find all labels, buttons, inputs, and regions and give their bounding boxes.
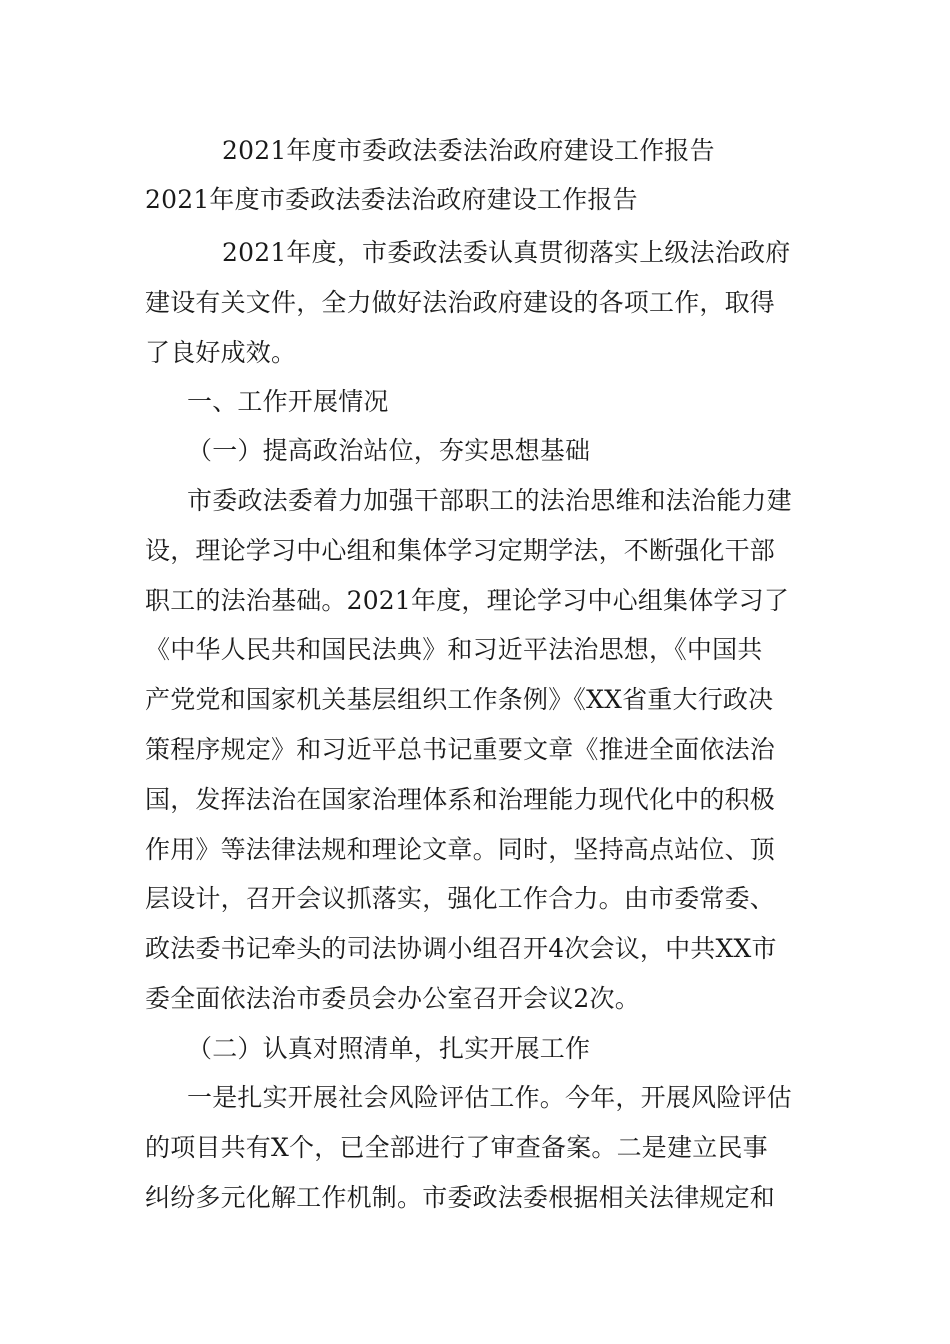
paragraph-line: 了良好成效。 [145,338,297,367]
document-subtitle: 2021年度市委政法委法治政府建设工作报告 [145,185,638,214]
section-heading: 一、工作开展情况 [187,387,389,416]
paragraph-line: 层设计，召开会议抓落实，强化工作合力。由市委常委、 [145,884,776,913]
paragraph-line: 《中华人民共和国民法典》和习近平法治思想，《中国共 [145,635,763,664]
paragraph-line: 2021年度，市委政法委认真贯彻落实上级法治政府 [222,238,791,267]
paragraph-line: 建设有关文件，全力做好法治政府建设的各项工作，取得 [145,288,776,317]
subsection-heading: （二）认真对照清单，扎实开展工作 [187,1034,591,1063]
paragraph-line: 产党党和国家机关基层组织工作条例》《XX省重大行政决 [145,685,774,714]
subsection-heading: （一）提高政治站位，夯实思想基础 [187,436,591,465]
paragraph-line: 委全面依法治市委员会办公室召开会议2次。 [145,984,640,1013]
paragraph-line: 一是扎实开展社会风险评估工作。今年，开展风险评估 [187,1083,792,1112]
paragraph-line: 纠纷多元化解工作机制。市委政法委根据相关法律规定和 [145,1183,776,1212]
paragraph-line: 市委政法委着力加强干部职工的法治思维和法治能力建 [187,486,792,515]
paragraph-line: 政法委书记牵头的司法协调小组召开4次会议，中共XX市 [145,934,777,963]
paragraph-line: 作用》等法律法规和理论文章。同时，坚持高点站位、顶 [145,835,776,864]
document-title: 2021年度市委政法委法治政府建设工作报告 [222,136,715,165]
paragraph-line: 职工的法治基础。2021年度，理论学习中心组集体学习了 [145,586,790,615]
paragraph-line: 的项目共有X个，已全部进行了审查备案。二是建立民事 [145,1133,768,1162]
paragraph-line: 策程序规定》和习近平总书记重要文章《推进全面依法治 [145,735,776,764]
paragraph-line: 国，发挥法治在国家治理体系和治理能力现代化中的积极 [145,785,776,814]
paragraph-line: 设，理论学习中心组和集体学习定期学法，不断强化干部 [145,536,776,565]
